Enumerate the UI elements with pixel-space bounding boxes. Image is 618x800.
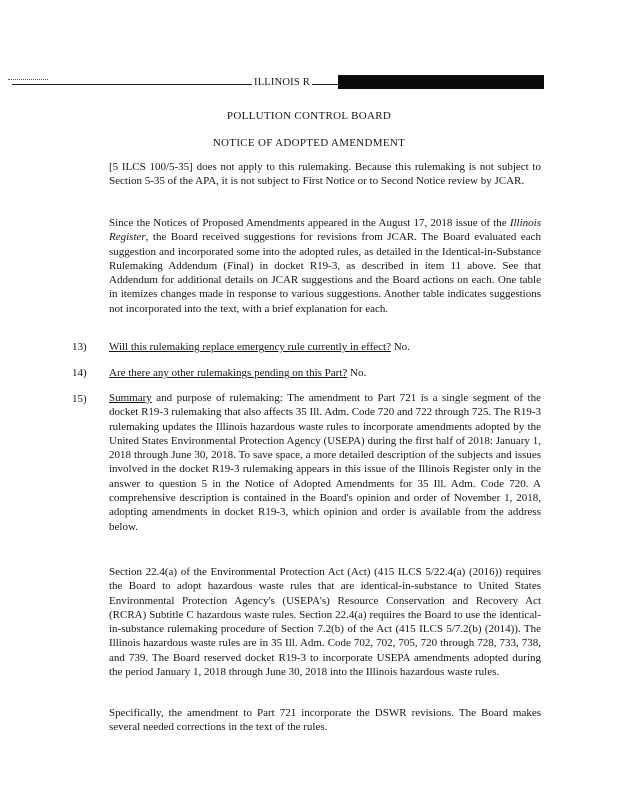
item-15-number: 15) — [72, 393, 87, 405]
item-15-summary — [109, 391, 541, 534]
notice-title: NOTICE OF ADOPTED AMENDMENT — [212, 137, 406, 149]
item-14-answer: No. — [347, 367, 367, 379]
paragraph-jcar — [109, 216, 541, 316]
item-13-question: Will this rulemaking replace emergency rule currently in effect? — [109, 341, 391, 353]
item-15-specifically: Specifically, the amendment to Part 721 incorporate the DSWR revisions. The Board makes several needed corrections in the text of the rules. — [109, 707, 541, 734]
paragraph-jcar-part2: , the Board received suggestions for revisions from JCAR. The Board evaluated each suggestion and incorporated some into the adopted rules, as detailed in the Identical-in-Substance Rulemaking Addendum (Final) in docket R19-3, as described in item 11 above. See that Addendum for additional details on JCAR suggestions and the Board actions on each. One table in itemizes changes made in response to various suggestions. Another table indicates suggestions not incorporated into the text, with a brief explanation for each. — [109, 231, 541, 315]
item-15-label-rest: and purpose of rulemaking: — [151, 392, 283, 404]
agency-heading: POLLUTION CONTROL BOARD — [226, 110, 392, 122]
item-14-question: Are there any other rulemakings pending on this Part? — [109, 367, 348, 379]
item-13-number: 13) — [72, 341, 87, 353]
item-15-body: The amendment to Part 721 is a single segment of the docket R19-3 rulemaking that also affects 35 Ill. Adm. Code 720 and 722 through 725. The R19-3 rulemaking updates the Illinois hazardous waste rules to incorporate amendments adopted by the United States Environmental Protection Agency (USEPA) during the first half of 2018: January 1, 2018 through June 30, 2018. To save space, a more detailed description of the subjects and issues involved in the docket R19-3 rulemaking appears in this issue of the Illinois Register only in the answer to question 5 in the Notice of Adopted Amendments for 35 Ill. Adm. Code 720. A comprehensive description is contained in the Board's opinion and order of November 1, 2018, adopting amendments in docket R19-3, which opinion and order is available from the address below. — [109, 392, 541, 533]
redaction-bar — [338, 75, 544, 89]
item-14 — [109, 366, 366, 380]
header-specks — [8, 79, 48, 82]
item-15-label: Summary — [109, 392, 152, 404]
item-15-section-22-4: Section 22.4(a) of the Environmental Protection Act (Act) (415 ILCS 5/22.4(a) (2016)) requires the Board to adopt hazardous waste rules that are identical-in-substance to United States Environmental Protection Agency's (USEPA's) Resource Conservation and Recovery Act (RCRA) Subtitle C hazardous waste rules. Section 22.4(a) requires the Board to use the identical-in-substance rulemaking procedure of Section 7.2(b) of the Act (415 ILCS 5/7.2(b) (2014)). The Illinois hazardous waste rules are in 35 Ill. Adm. Code 702, 702, 705, 720 through 728, 733, 738, and 739. The Board reserved docket R19-3 to incorporate USEPA amendments adopted during the period January 1, 2018 through June 30, 2018 into the Illinois hazardous waste rules. — [109, 566, 541, 679]
paragraph-apa: [5 ILCS 100/5-35] does not apply to this rulemaking. Because this rulemaking is not subject to Section 5-35 of the APA, it is not subject to First Notice or to Second Notice review by JCAR. — [109, 161, 541, 188]
item-13-answer: No. — [390, 341, 410, 353]
publication-name: Illinois Register — [109, 217, 541, 244]
running-title: ILLINOIS R — [254, 77, 310, 88]
item-13 — [109, 340, 410, 354]
paragraph-jcar-part1: Since the Notices of Proposed Amendments appeared in the August 17, 2018 issue of the — [109, 217, 510, 229]
item-14-number: 14) — [72, 367, 87, 379]
